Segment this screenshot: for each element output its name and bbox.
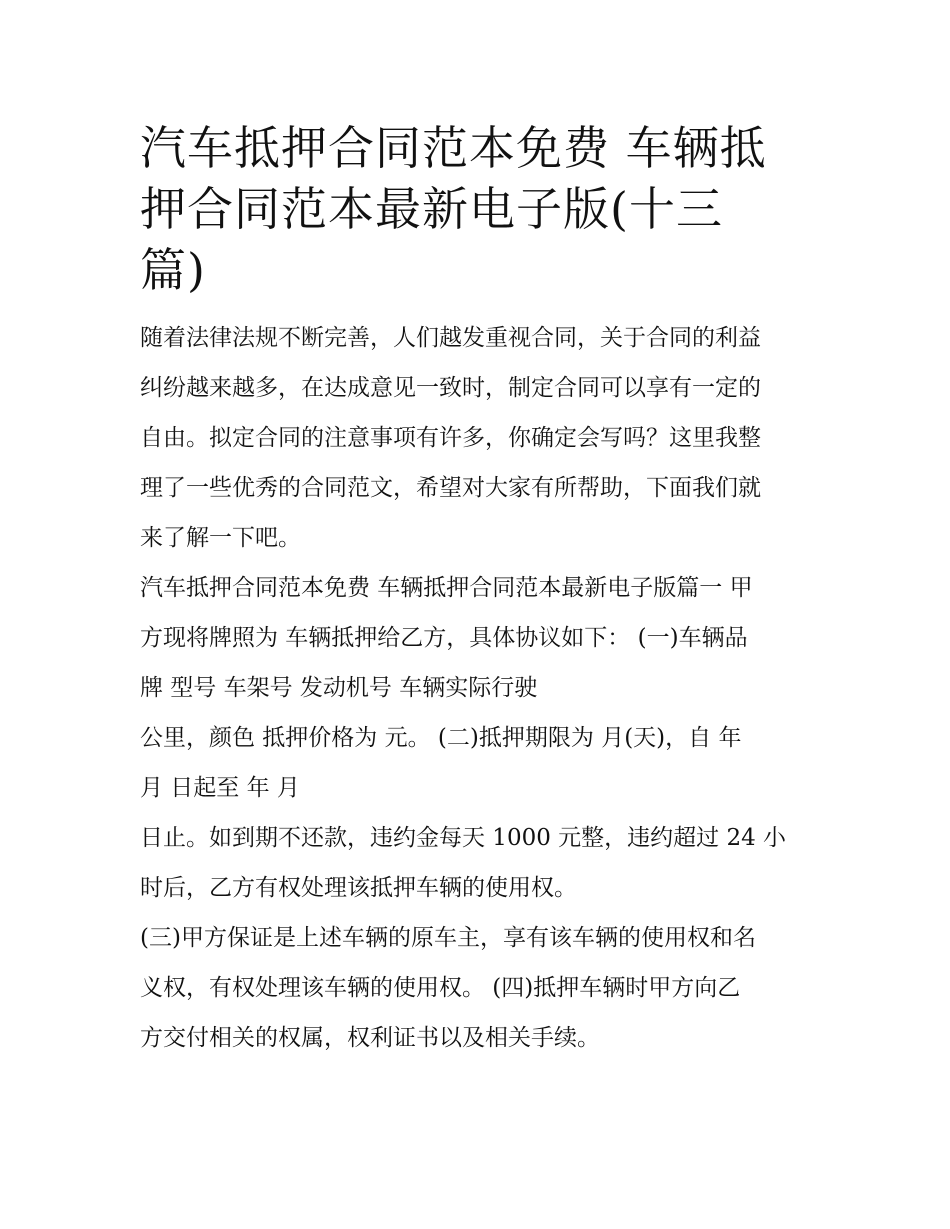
body-line: 自由。拟定合同的注意事项有许多，你确定会写吗？这里我整 (140, 425, 761, 451)
body-line: (三)甲方保证是上述车辆的原车主，享有该车辆的使用权和名 (140, 925, 756, 951)
body-line: 月 日起至 年 月 (140, 775, 300, 801)
body-line: 公里，颜色 抵押价格为 元。 (二)抵押期限为 月(天)，自 年 (140, 725, 742, 751)
body-line: 理了一些优秀的合同范文，希望对大家有所帮助，下面我们就 (140, 475, 761, 501)
body-line: 汽车抵押合同范本免费 车辆抵押合同范本最新电子版篇一 甲 (140, 575, 753, 601)
body-line: 牌 型号 车架号 发动机号 车辆实际行驶 (140, 675, 538, 701)
body-line: 纠纷越来越多，在达成意见一致时，制定合同可以享有一定的 (140, 375, 761, 401)
document-page (140, 118, 815, 1063)
body-line: 时后，乙方有权处理该抵押车辆的使用权。 (140, 875, 577, 901)
title-line: 汽车抵押合同范本免费 车辆抵 (140, 121, 767, 175)
document-title (140, 118, 815, 301)
body-line: 方交付相关的权属，权利证书以及相关手续。 (140, 1025, 600, 1051)
title-line: 篇) (140, 243, 206, 297)
body-line: 日止。如到期不还款，违约金每天 1000 元整，违约超过 24 小 (140, 825, 787, 851)
body-line: 方现将牌照为 车辆抵押给乙方，具体协议如下： (一)车辆品 (140, 625, 748, 651)
body-line: 义权，有权处理该车辆的使用权。 (四)抵押车辆时甲方向乙 (140, 975, 741, 1001)
title-line: 押合同范本最新电子版(十三 (140, 182, 723, 236)
body-line: 来了解一下吧。 (140, 525, 301, 551)
document-body (140, 313, 815, 1063)
body-line: 随着法律法规不断完善，人们越发重视合同，关于合同的利益 (140, 325, 761, 351)
